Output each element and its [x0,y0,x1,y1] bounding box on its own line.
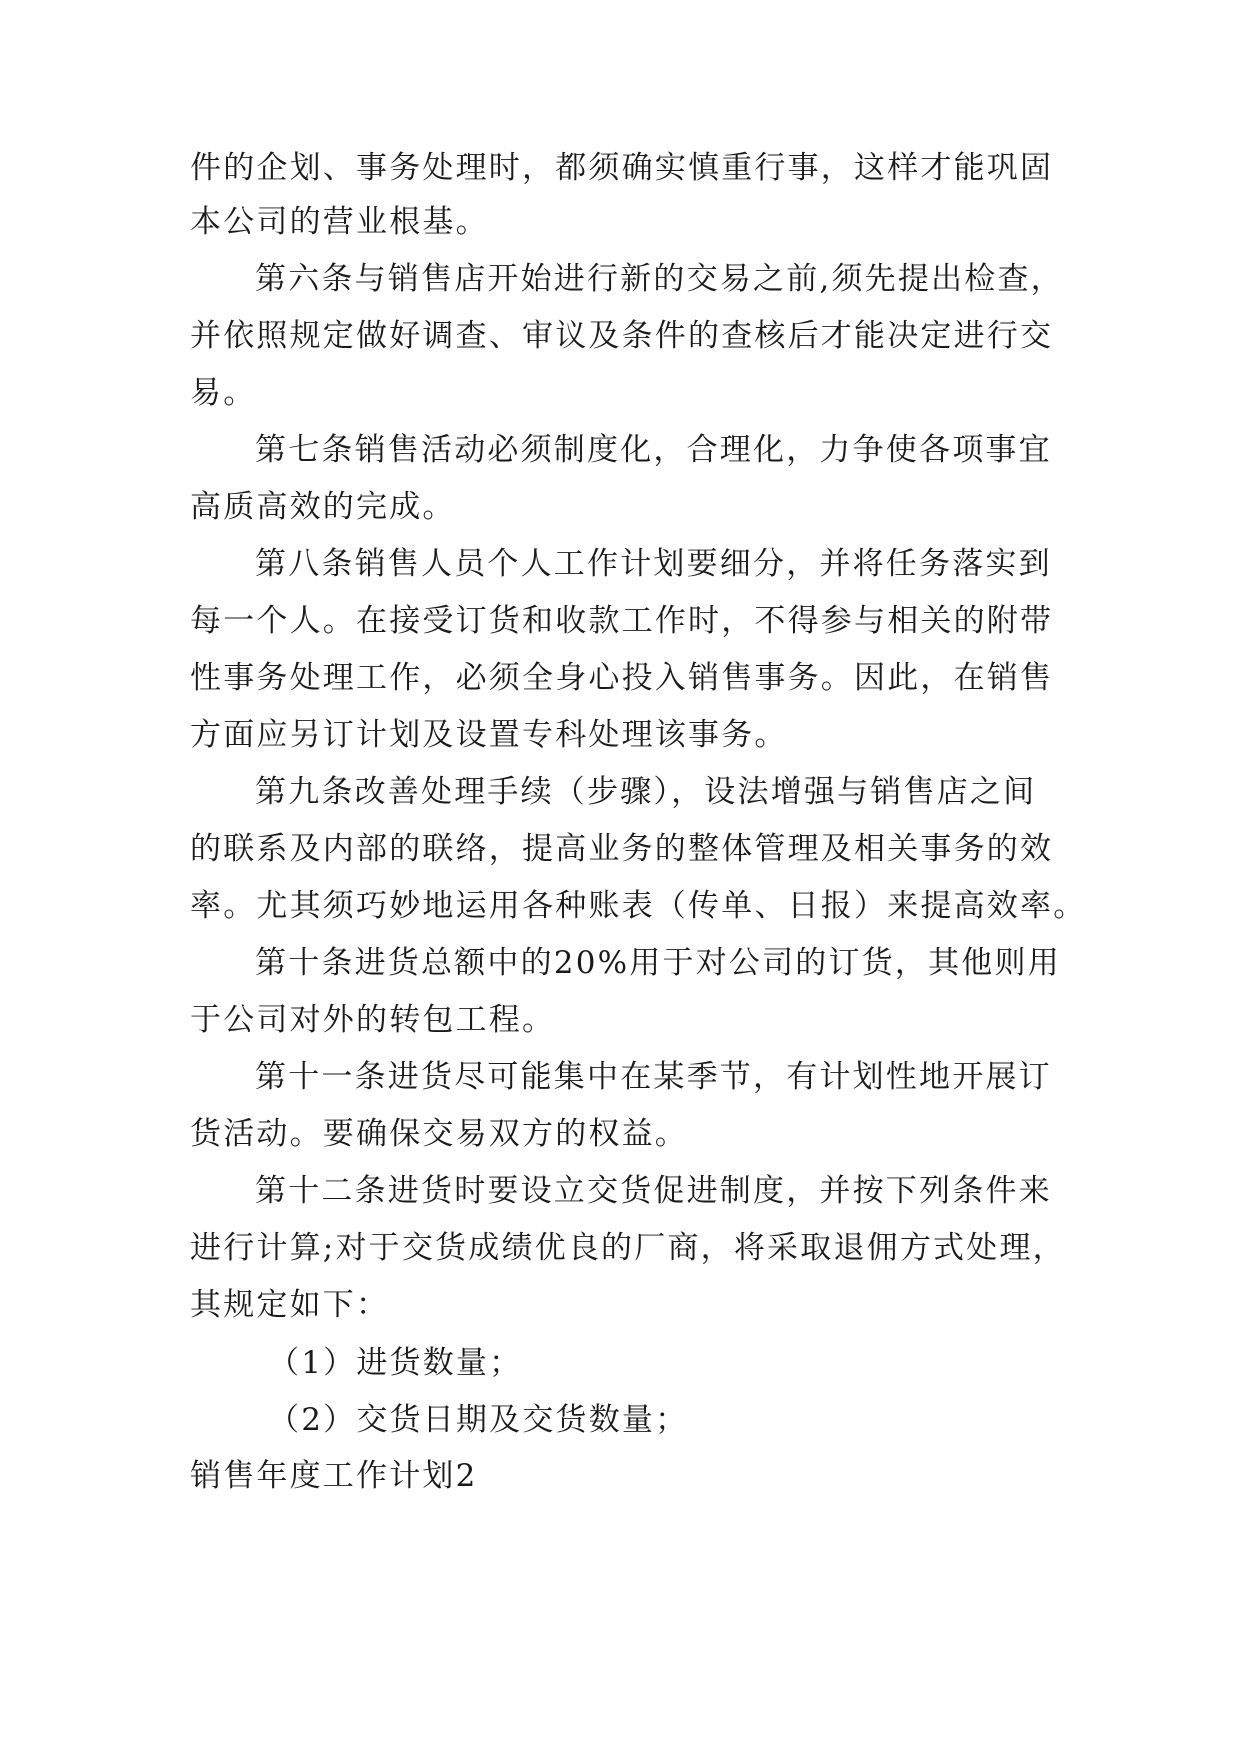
text-line: 每一个人。在接受订货和收款工作时，不得参与相关的附带 [190,603,1054,639]
article-11-start: 第十一条进货尽可能集中在某季节，有计划性地开展订 [255,1059,1052,1095]
list-item: （2）交货日期及交货数量； [268,1402,689,1438]
text-line: 的联系及内部的联络，提高业务的整体管理及相关事务的效 [190,831,1054,867]
text-line: 易。 [190,375,257,411]
text-line: 其规定如下： [190,1287,390,1323]
article-7-start: 第七条销售活动必须制度化，合理化，力争使各项事宜 [255,432,1052,468]
list-item: （1）进货数量； [268,1345,523,1381]
article-9-start: 第九条改善处理手续（步骤），设法增强与销售店之间 [255,774,1037,810]
article-10-start: 第十条进货总额中的20%用于对公司的订货，其他则用 [255,945,1061,981]
text-line: 件的企划、事务处理时，都须确实慎重行事，这样才能巩固 [190,150,1054,186]
text-line: 本公司的营业根基。 [190,204,489,240]
text-line: 性事务处理工作，必须全身心投入销售事务。因此，在销售 [190,660,1054,696]
text-line: 率。尤其须巧妙地运用各种账表（传单、日报）来提高效率。 [190,888,1087,924]
text-line: 货活动。要确保交易双方的权益。 [190,1116,688,1152]
text-line: 于公司对外的转包工程。 [190,1002,556,1038]
text-line: 并依照规定做好调查、审议及条件的查核后才能决定进行交 [190,318,1054,354]
article-12-start: 第十二条进货时要设立交货促进制度，并按下列条件来 [255,1173,1052,1209]
text-line: 进行计算;对于交货成绩优良的厂商，将采取退佣方式处理， [190,1230,1066,1266]
section-heading: 销售年度工作计划2 [190,1458,478,1494]
text-line: 方面应另订计划及设置专科处理该事务。 [190,717,788,753]
article-8-start: 第八条销售人员个人工作计划要细分，并将任务落实到 [255,546,1052,582]
article-6-start: 第六条与销售店开始进行新的交易之前,须先提出检查， [255,261,1064,297]
text-line: 高质高效的完成。 [190,489,456,525]
